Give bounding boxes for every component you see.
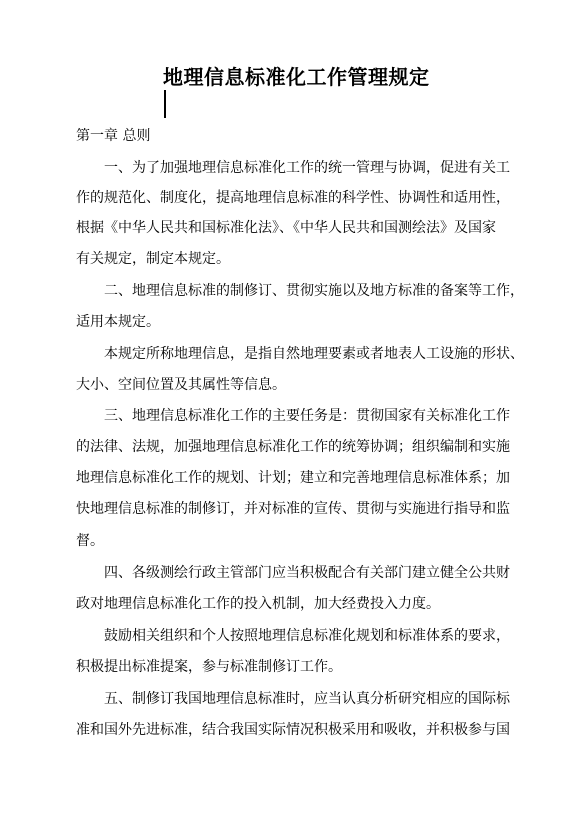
paragraph-line: 四、各级测绘行政主管部门应当积极配合有关部门建立健全公共财 <box>104 565 510 581</box>
paragraph-line: 一、为了加强地理信息标准化工作的统一管理与协调，促进有关工 <box>104 160 510 176</box>
paragraph-line: 作的规范化、制度化，提高地理信息标准的科学性、协调性和适用性， <box>76 190 510 206</box>
document-title: 地理信息标准化工作管理规定 <box>163 65 430 89</box>
chapter-heading: 第一章 总则 <box>76 128 151 144</box>
paragraph-line: 根据《中华人民共和国标准化法》、《中华人民共和国测绘法》及国家 <box>76 220 496 236</box>
paragraph-line: 地理信息标准化工作的规划、计划；建立和完善地理信息标准体系；加 <box>76 470 510 486</box>
paragraph-line: 适用本规定。 <box>76 314 160 330</box>
paragraph-line: 三、地理信息标准化工作的主要任务是：贯彻国家有关标准化工作 <box>104 408 510 424</box>
paragraph-line: 五、制修订我国地理信息标准时，应当认真分析研究相应的国际标 <box>104 691 510 707</box>
paragraph-line: 鼓励相关组织和个人按照地理信息标准化规划和标准体系的要求， <box>104 628 510 644</box>
paragraph-line: 准和国外先进标准，结合我国实际情况积极采用和吸收，并积极参与国 <box>76 722 510 738</box>
paragraph-line: 的法律、法规，加强地理信息标准化工作的统筹协调；组织编制和实施 <box>76 439 510 455</box>
paragraph-line: 大小、空间位置及其属性等信息。 <box>76 377 286 393</box>
paragraph-line: 督。 <box>76 533 104 549</box>
paragraph-line: 政对地理信息标准化工作的投入机制，加大经费投入力度。 <box>76 596 440 612</box>
paragraph-line: 本规定所称地理信息，是指自然地理要素或者地表人工设施的形状、 <box>104 346 524 362</box>
text-cursor <box>164 90 166 118</box>
paragraph-line: 二、地理信息标准的制修订、贯彻实施以及地方标准的备案等工作， <box>104 283 524 299</box>
paragraph-line: 快地理信息标准的制修订，并对标准的宣传、贯彻与实施进行指导和监 <box>76 501 510 517</box>
paragraph-line: 有关规定，制定本规定。 <box>76 251 230 267</box>
paragraph-line: 积极提出标准提案，参与标准制修订工作。 <box>76 659 342 675</box>
